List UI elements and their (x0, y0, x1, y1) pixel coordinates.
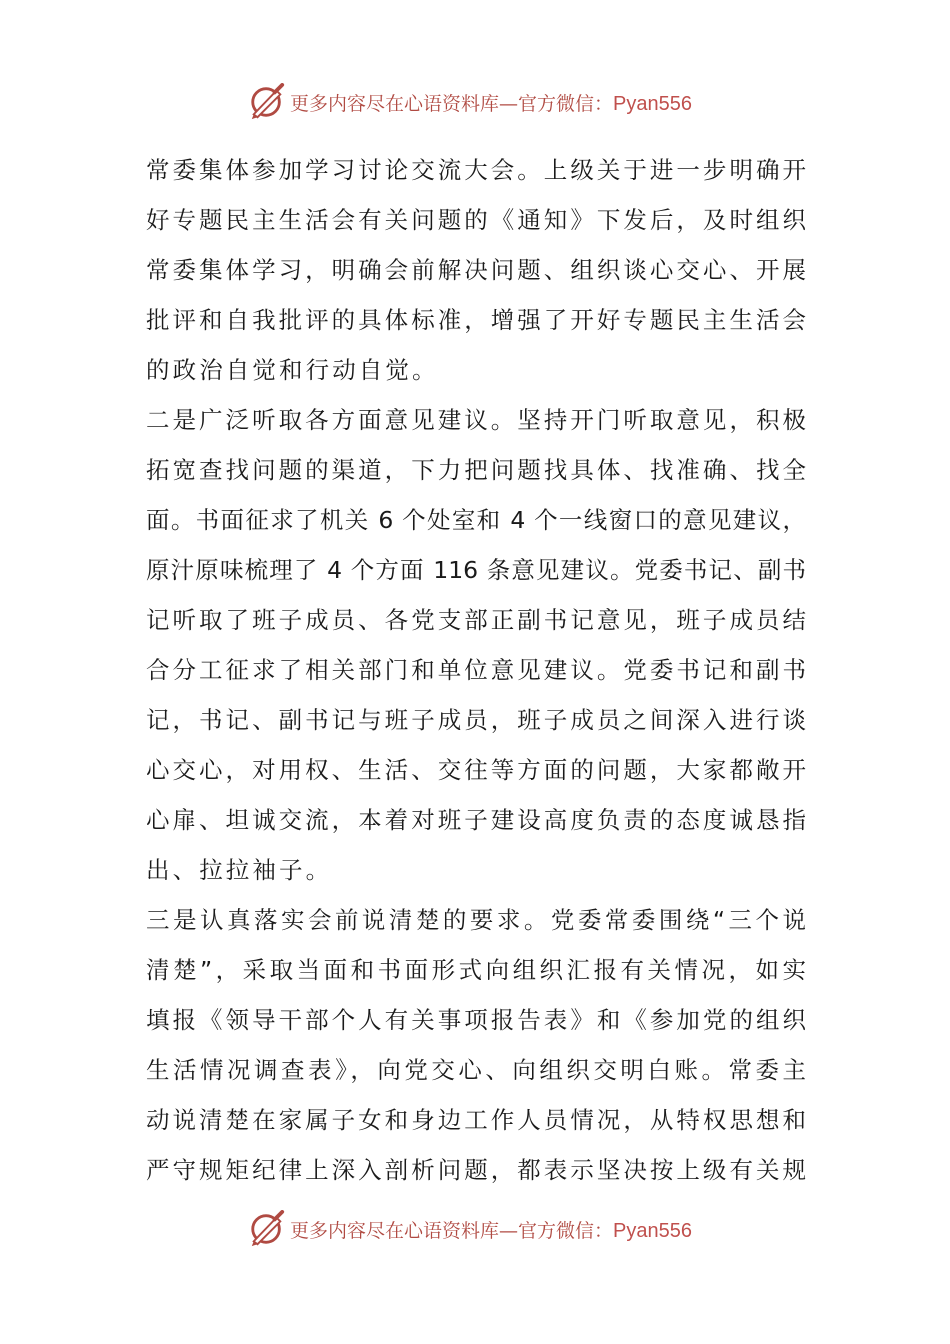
text-line: 常委集体参加学习讨论交流大会。上级关于进一步明确开 (146, 156, 806, 184)
text-line: 的政治自觉和行动自觉。 (146, 356, 439, 384)
document-body (146, 145, 806, 1195)
watermark-handle: Pyan556 (613, 92, 692, 115)
watermark-banner-bottom (0, 1209, 950, 1249)
text-line: 记听取了班子成员、各党支部正副书记意见，班子成员结 (146, 606, 806, 634)
text-line: 拓宽查找问题的渠道，下力把问题找具体、找准确、找全 (146, 456, 806, 484)
text-line: 原汁原味梳理了 4 个方面 116 条意见建议。党委书记、副书 (146, 556, 806, 584)
text-line: 合分工征求了相关部门和单位意见建议。党委书记和副书 (146, 656, 806, 684)
text-line: 出、拉拉袖子。 (146, 856, 333, 884)
text-line: 二是广泛听取各方面意见建议。坚持开门听取意见，积极 (146, 406, 806, 434)
text-line: 批评和自我批评的具体标准，增强了开好专题民主生活会 (146, 306, 806, 334)
text-line: 动说清楚在家属子女和身边工作人员情况，从特权思想和 (146, 1106, 806, 1134)
pen-logo-icon (248, 1210, 286, 1248)
text-line: 严守规矩纪律上深入剖析问题，都表示坚决按上级有关规 (146, 1156, 806, 1184)
watermark-banner-top (0, 82, 950, 122)
text-line: 心扉、坦诚交流，本着对班子建设高度负责的态度诚恳指 (146, 806, 806, 834)
text-line: 记，书记、副书记与班子成员，班子成员之间深入进行谈 (146, 706, 806, 734)
text-line: 清楚”，采取当面和书面形式向组织汇报有关情况，如实 (146, 956, 806, 984)
text-line: 三是认真落实会前说清楚的要求。党委常委围绕“三个说 (146, 906, 806, 934)
text-line: 好专题民主生活会有关问题的《通知》下发后，及时组织 (146, 206, 806, 234)
watermark-text: 更多内容尽在心语资料库—官方微信：Pyan556 (290, 1219, 692, 1242)
watermark-handle: Pyan556 (613, 1219, 692, 1242)
text-line: 生活情况调查表》，向党交心、向组织交明白账。常委主 (146, 1056, 806, 1084)
text-line: 心交心，对用权、生活、交往等方面的问题，大家都敞开 (146, 756, 806, 784)
text-line: 面。书面征求了机关 6 个处室和 4 个一线窗口的意见建议， (146, 506, 806, 534)
watermark-text: 更多内容尽在心语资料库—官方微信：Pyan556 (290, 92, 692, 115)
text-line: 填报《领导干部个人有关事项报告表》和《参加党的组织 (146, 1006, 806, 1034)
pen-logo-icon (248, 83, 286, 121)
text-line: 常委集体学习，明确会前解决问题、组织谈心交心、开展 (146, 256, 806, 284)
